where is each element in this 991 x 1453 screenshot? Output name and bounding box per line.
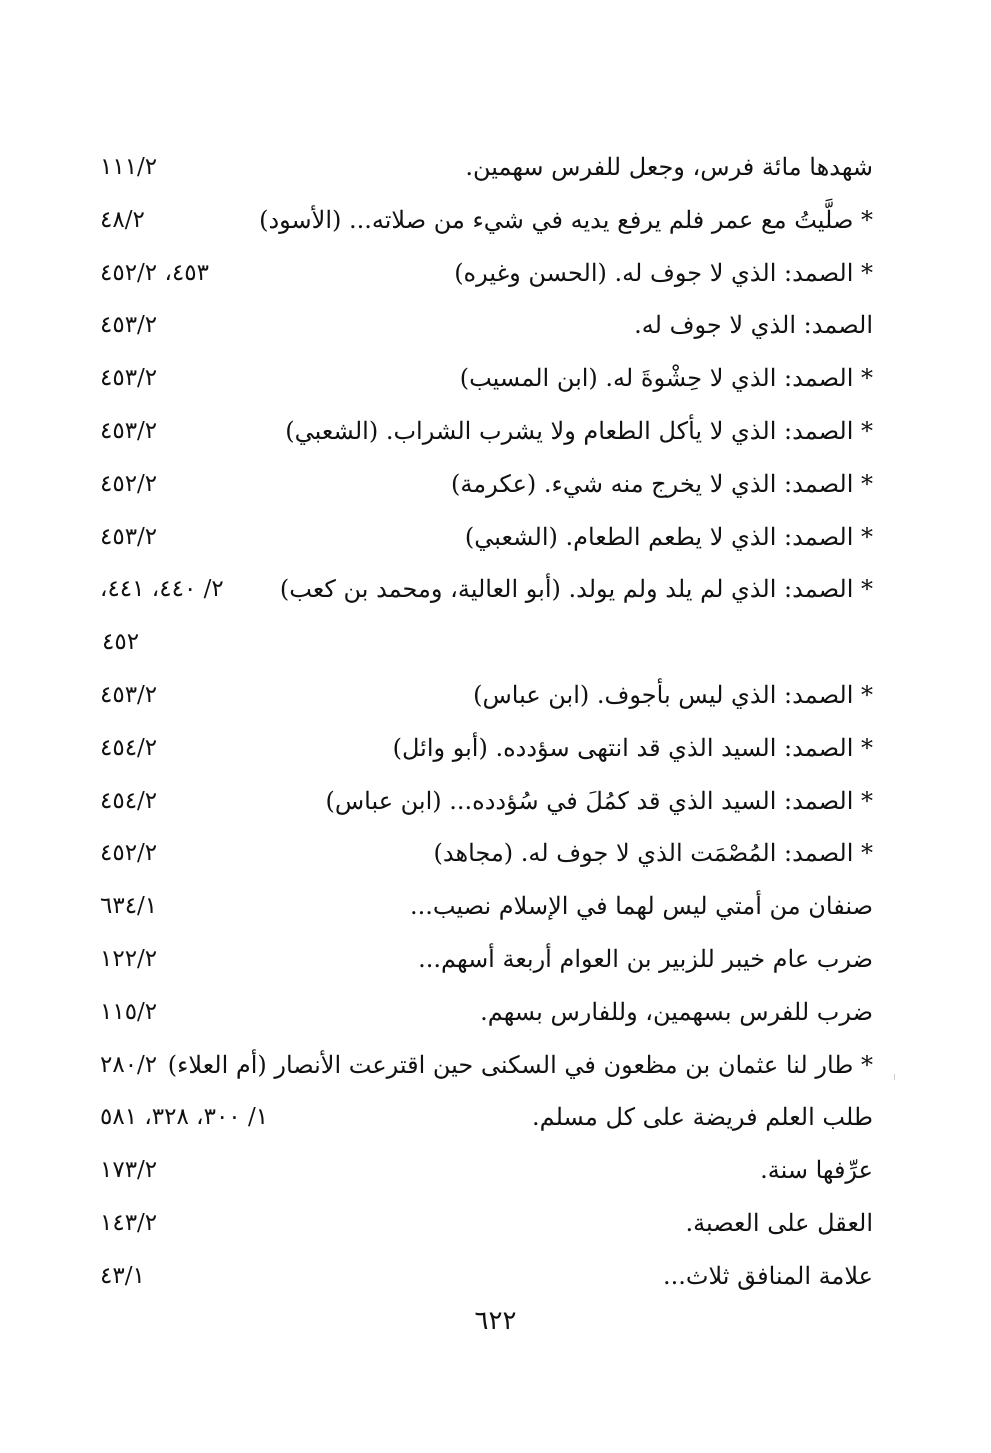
index-entries	[98, 142, 873, 1304]
index-entry	[98, 1092, 873, 1145]
entry-text: صنفان من أمتي ليس لهما في الإسلام نصيب...	[409, 892, 873, 921]
entry-reference: ٤٥٣، ٤٥٢/٢	[100, 259, 209, 286]
entry-reference: ٤٥٢/٢	[100, 840, 158, 867]
entry-reference: ١/ ٣٠٠، ٣٢٨، ٥٨١	[100, 1104, 269, 1131]
entry-reference: ٤٥٣/٢	[100, 417, 158, 444]
entry-text: * الصمد: المُصْمَت الذي لا جوف له. (مجاهد)	[433, 839, 873, 868]
entry-text: ضرب عام خيبر للزبير بن العوام أربعة أسهم...	[418, 944, 873, 973]
entry-reference: ١١٥/٢	[100, 998, 158, 1025]
entry-text: * الصمد: الذي لا حِشْوةَ له. (ابن المسيب)	[459, 364, 873, 393]
index-entry	[98, 512, 873, 565]
scan-mark	[894, 1074, 895, 1080]
page-number: ٦٢٢	[474, 1306, 517, 1336]
entry-reference: ٤٥٤/٢	[100, 734, 158, 761]
entry-text: شهدها مائة فرس، وجعل للفرس سهمين.	[465, 153, 873, 181]
index-entry	[98, 828, 873, 881]
index-entry	[98, 1198, 873, 1251]
entry-text: علامة المنافق ثلاث...	[663, 1261, 873, 1290]
entry-reference: ٤٥٣/٢	[100, 681, 158, 708]
entry-reference: ١٧٣/٢	[100, 1157, 158, 1184]
entry-text: * الصمد: الذي لا يطعم الطعام. (الشعبي)	[464, 522, 873, 551]
index-entry	[98, 195, 873, 248]
entry-text: الصمد: الذي لا جوف له.	[634, 311, 873, 340]
entry-text: * الصمد: الذي لا يخرج منه شيء. (عكرمة)	[451, 469, 873, 498]
index-entry	[98, 934, 873, 987]
index-entry	[98, 987, 873, 1040]
entry-text: طلب العلم فريضة على كل مسلم.	[532, 1103, 873, 1132]
entry-text: ضرب للفرس بسهمين، وللفارس بسهم.	[480, 997, 873, 1026]
entry-reference: ١١١/٢	[100, 154, 158, 180]
entry-text: * الصمد: الذي ليس بأجوف. (ابن عباس)	[473, 680, 873, 709]
entry-reference: ٤٥٢/٢	[100, 470, 158, 497]
index-entry	[98, 1251, 873, 1304]
index-entry	[98, 564, 873, 617]
index-entry	[98, 723, 873, 776]
entry-text: العقل على العصبة.	[685, 1208, 873, 1237]
entry-reference: ١٤٣/٢	[100, 1209, 158, 1236]
entry-reference-continuation	[98, 617, 873, 670]
entry-text: * الصمد: الذي لا جوف له. (الحسن وغيره)	[454, 258, 873, 287]
entry-text: * طار لنا عثمان بن مظعون في السكنى حين اقترعت الأنصار (أم العلاء)	[167, 1050, 873, 1079]
index-entry	[98, 142, 873, 195]
entry-reference: ٤٥٣/٢	[100, 365, 158, 392]
entry-reference: ٤٥٣/٢	[100, 312, 158, 339]
entry-reference: ٢/ ٤٤٠، ٤٤١،	[100, 576, 224, 603]
entry-reference: ٢٨٠/٢	[100, 1051, 158, 1078]
index-entry	[98, 459, 873, 512]
index-entry	[98, 406, 873, 459]
entry-reference: ٤٣/١	[100, 1262, 145, 1289]
index-entry	[98, 248, 873, 301]
index-entry	[98, 353, 873, 406]
entry-reference: ٦٣٤/١	[100, 893, 158, 920]
entry-reference: ٤٥٣/٢	[100, 523, 158, 550]
index-entry	[98, 1040, 873, 1093]
entry-reference: ٤٥٢	[102, 629, 140, 656]
entry-text: * الصمد: الذي لا يأكل الطعام ولا يشرب الشراب. (الشعبي)	[285, 416, 873, 445]
entry-reference: ١٢٢/٢	[100, 945, 158, 972]
entry-text: * الصمد: الذي لم يلد ولم يولد. (أبو العالية، ومحمد بن كعب)	[279, 575, 873, 604]
index-entry	[98, 670, 873, 723]
entry-text: * صلَّيتُ مع عمر فلم يرفع يديه في شيء من صلاته... (الأسود)	[259, 205, 873, 234]
entry-reference: ٤٨/٢	[100, 206, 145, 233]
entry-text: عرِّفها سنة.	[760, 1156, 873, 1185]
index-entry	[98, 776, 873, 829]
index-entry	[98, 1145, 873, 1198]
index-entry	[98, 300, 873, 353]
entry-text: * الصمد: السيد الذي قد انتهى سؤدده. (أبو وائل)	[392, 733, 873, 762]
entry-text: * الصمد: السيد الذي قد كمُلَ في سُؤدده... (ابن عباس)	[325, 786, 873, 815]
entry-reference: ٤٥٤/٢	[100, 787, 158, 814]
index-entry	[98, 881, 873, 934]
